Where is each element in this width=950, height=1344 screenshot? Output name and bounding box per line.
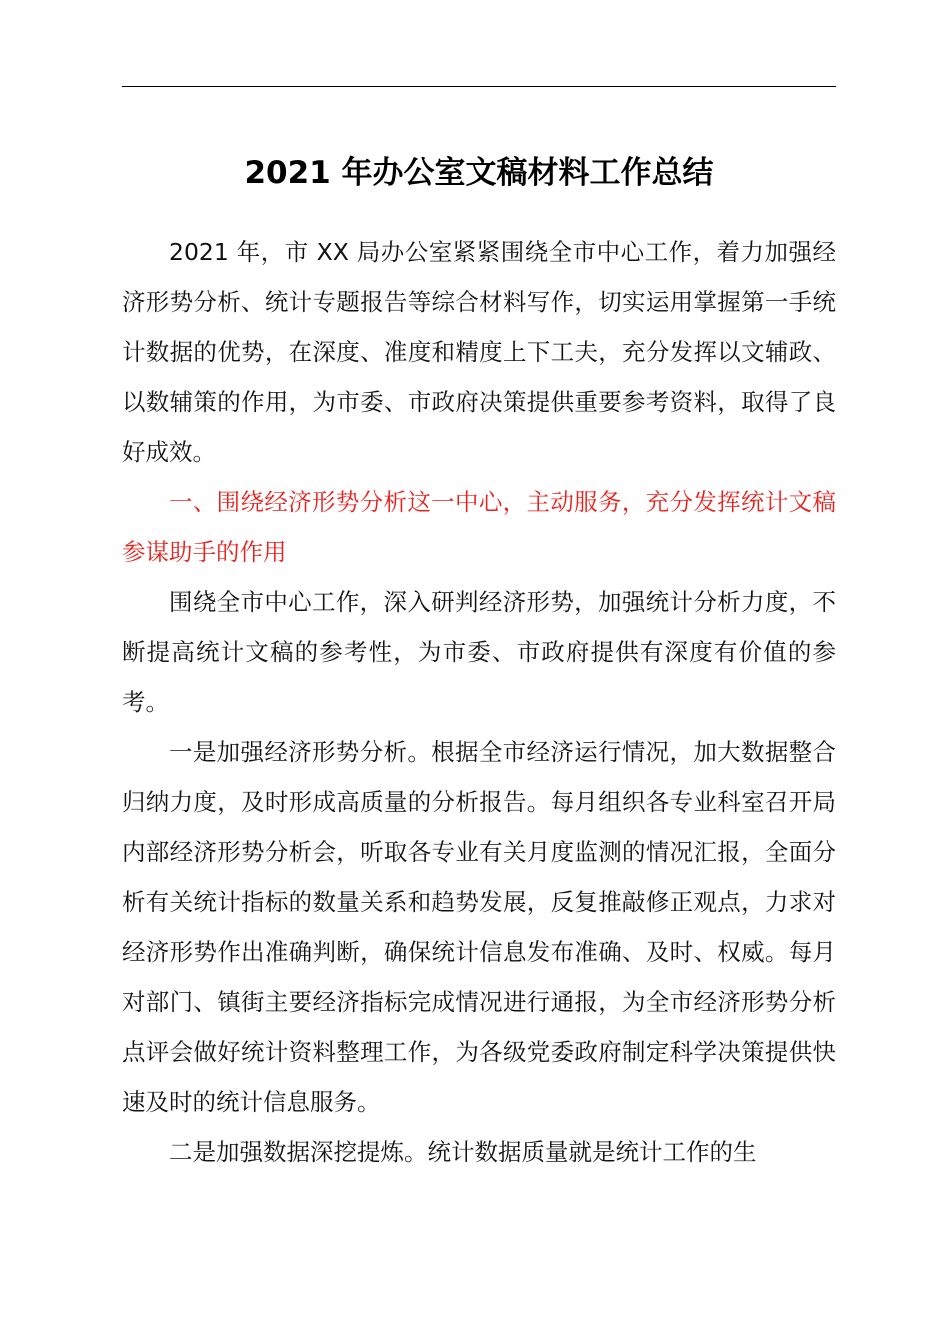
document-body [122, 227, 836, 1177]
section-heading-1: 一、围绕经济形势分析这一中心，主动服务，充分发挥统计文稿参谋助手的作用 [122, 488, 836, 566]
paragraph-section-1-summary: 围绕全市中心工作，深入研判经济形势，加强统计分析力度，不断提高统计文稿的参考性，为市委、市政府提供有深度有价值的参考。 [122, 588, 836, 716]
document-title: 2021 年办公室文稿材料工作总结 [244, 155, 714, 191]
paragraph-point-2: 二是加强数据深挖提炼。统计数据质量就是统计工作的生 [169, 1138, 757, 1166]
paragraph-intro: 2021 年，市 XX 局办公室紧紧围绕全市中心工作，着力加强经济形势分析、统计专题报告等综合材料写作，切实运用掌握第一手统计数据的优势，在深度、准度和精度上下工夫，充分发挥以文辅政、以数辅策的作用，为市委、市政府决策提供重要参考资料，取得了良好成效。 [122, 238, 836, 466]
paragraph-point-1: 一是加强经济形势分析。根据全市经济运行情况，加大数据整合归纳力度，及时形成高质量的分析报告。每月组织各专业科室召开局内部经济形势分析会，听取各专业有关月度监测的情况汇报，全面分析有关统计指标的数量关系和趋势发展，反复推敲修正观点，力求对经济形势作出准确判断，确保统计信息发布准确、及时、权威。每月对部门、镇街主要经济指标完成情况进行通报，为全市经济形势分析点评会做好统计资料整理工作，为各级党委政府制定科学决策提供快速及时的统计信息服务。 [122, 738, 836, 1116]
header-rule [122, 86, 836, 87]
